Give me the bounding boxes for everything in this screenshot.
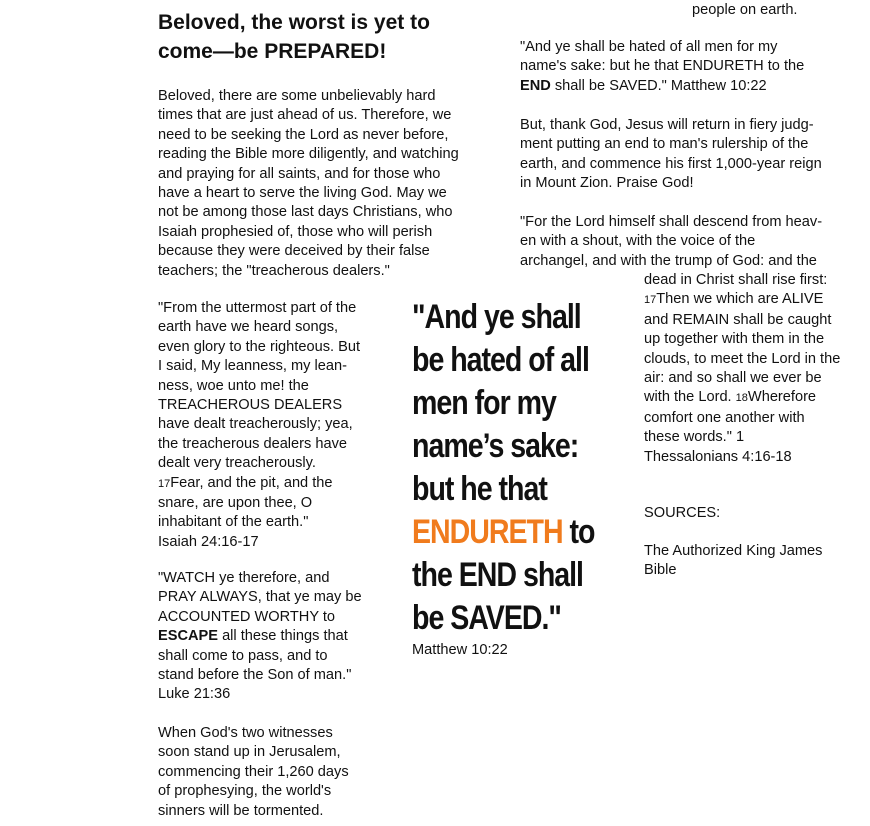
text-line: of prophesying, the world's (158, 783, 332, 800)
text-line: I said, My leanness, my lean- (158, 358, 347, 375)
text-line: ness, woe unto me! the (158, 377, 309, 394)
text-line: earth have we heard songs, (158, 319, 339, 336)
pull-quote-line: men for my (412, 384, 556, 422)
text-line: soon stand up in Jerusalem, (158, 744, 341, 761)
text-line: have a heart to serve the living God. May we (158, 185, 447, 202)
return-paragraph (520, 116, 822, 194)
text-line: and REMAIN shall be caught (644, 311, 832, 328)
text-line (158, 474, 360, 494)
luke-quote (158, 569, 362, 705)
text-line: and praying for all saints, and for those who (158, 165, 441, 182)
text-line: Isaiah prophesied of, those who will perish (158, 223, 433, 240)
article-title (158, 8, 430, 66)
scripture-reference: Thessalonians 4:16-18 (644, 448, 792, 465)
text-line: times that are just ahead of us. Therefore, we (158, 107, 452, 124)
emphasis-text: ESCAPE (158, 628, 219, 645)
text-line: "For the Lord himself shall descend from heav- (520, 214, 823, 230)
text-line (158, 627, 362, 646)
text-line: in Mount Zion. Praise God! (520, 175, 694, 192)
text-line: Beloved, there are some unbelievably hard (158, 88, 436, 104)
witness-paragraph (158, 724, 349, 821)
text-line: archangel, and with the trump of God: and the (520, 252, 817, 269)
text-line: not be among those last days Christians, who (158, 204, 453, 221)
text-line: the treacherous dealers have (158, 435, 348, 452)
text-line: "WATCH ye therefore, and (158, 570, 330, 586)
matthew-quote (520, 38, 804, 96)
text-line: comfort one another with (644, 409, 805, 426)
text-fragment: to (562, 513, 595, 551)
text-line: When God's two witnesses (158, 725, 333, 741)
text-fragment: shall be SAVED." Matthew 10:22 (550, 77, 767, 94)
text-line (644, 388, 840, 408)
emphasis-text: END (520, 77, 551, 94)
pull-quote (412, 296, 594, 640)
verse-number: 17 (644, 294, 657, 307)
verse-number: 18 (735, 392, 748, 405)
source-item: Bible (644, 562, 677, 579)
intro-paragraph (158, 87, 459, 281)
pull-quote-line: the END shall (412, 556, 583, 594)
text-line: stand before the Son of man." (158, 667, 352, 684)
text-line: ACCOUNTED WORTHY to (158, 608, 336, 625)
text-line: need to be seeking the Lord as never before, (158, 126, 449, 143)
text-line: inhabitant of the earth." (158, 514, 309, 531)
text-fragment: all these things that (218, 628, 348, 645)
text-line: these words." 1 (644, 429, 745, 446)
text-line: teachers; the "treacherous dealers." (158, 262, 390, 279)
sources-label: SOURCES: (644, 505, 721, 521)
pull-quote-reference: Matthew 10:22 (412, 642, 508, 658)
text-line: TREACHEROUS DEALERS (158, 397, 343, 414)
text-line: air: and so shall we ever be (644, 370, 822, 387)
text-line: up together with them in the (644, 331, 825, 348)
text-line: even glory to the righteous. But (158, 338, 361, 355)
text-line: reading the Bible more diligently, and watching (158, 146, 459, 163)
text-line: because they were deceived by their false (158, 243, 430, 260)
pull-quote-line: name’s sake: (412, 427, 579, 465)
text-line: name's sake: but he that ENDURETH to the (520, 58, 805, 75)
text-line: dead in Christ shall rise first: (644, 272, 828, 288)
thessalonians-quote-top (520, 213, 822, 271)
source-item: The Authorized King James (644, 543, 823, 559)
text-line: "And ye shall be hated of all men for my (520, 39, 778, 55)
text-fragment: with the Lord. (644, 389, 736, 406)
text-line: clouds, to meet the Lord in the (644, 350, 841, 367)
pull-quote-line: "And ye shall (412, 298, 581, 336)
isaiah-quote (158, 299, 360, 552)
text-line: dealt very treacherously. (158, 455, 316, 472)
text-line: "From the uttermost part of the (158, 300, 357, 316)
text-line (520, 77, 804, 96)
scripture-reference: Luke 21:36 (158, 686, 231, 703)
text-line: en with a shout, with the voice of the (520, 233, 756, 250)
text-line: shall come to pass, and to (158, 647, 328, 664)
pull-quote-line: but he that (412, 470, 547, 508)
highlight-text: ENDURETH (412, 513, 563, 551)
text-line: But, thank God, Jesus will return in fiery judg- (520, 117, 814, 133)
text-line: earth, and commence his first 1,000-year reign (520, 155, 822, 172)
text-line: snare, are upon thee, O (158, 495, 313, 512)
text-line: ment putting an end to man's rulership of the (520, 136, 809, 153)
text-line: commencing their 1,260 days (158, 763, 349, 780)
text-line (644, 290, 840, 310)
sources-list (644, 542, 822, 581)
text-line: sinners will be tormented. (158, 802, 324, 819)
thessalonians-quote-body (644, 271, 840, 467)
verse-text: Wherefore (747, 389, 817, 406)
title-line: come—be PREPARED! (158, 40, 387, 63)
text-line: PRAY ALWAYS, that ye may be (158, 589, 362, 606)
verse-text: Then we which are ALIVE (656, 291, 824, 308)
title-line: Beloved, the worst is yet to (158, 11, 430, 34)
verse-number: 17 (158, 477, 171, 490)
continued-line: people on earth. (692, 2, 798, 18)
pull-quote-line: be SAVED." (412, 599, 561, 637)
verse-text: Fear, and the pit, and the (170, 474, 333, 491)
text-line: have dealt treacherously; yea, (158, 416, 353, 433)
scripture-reference: Isaiah 24:16-17 (158, 533, 259, 550)
pull-quote-line: be hated of all (412, 341, 589, 379)
pull-quote-line (412, 511, 594, 554)
